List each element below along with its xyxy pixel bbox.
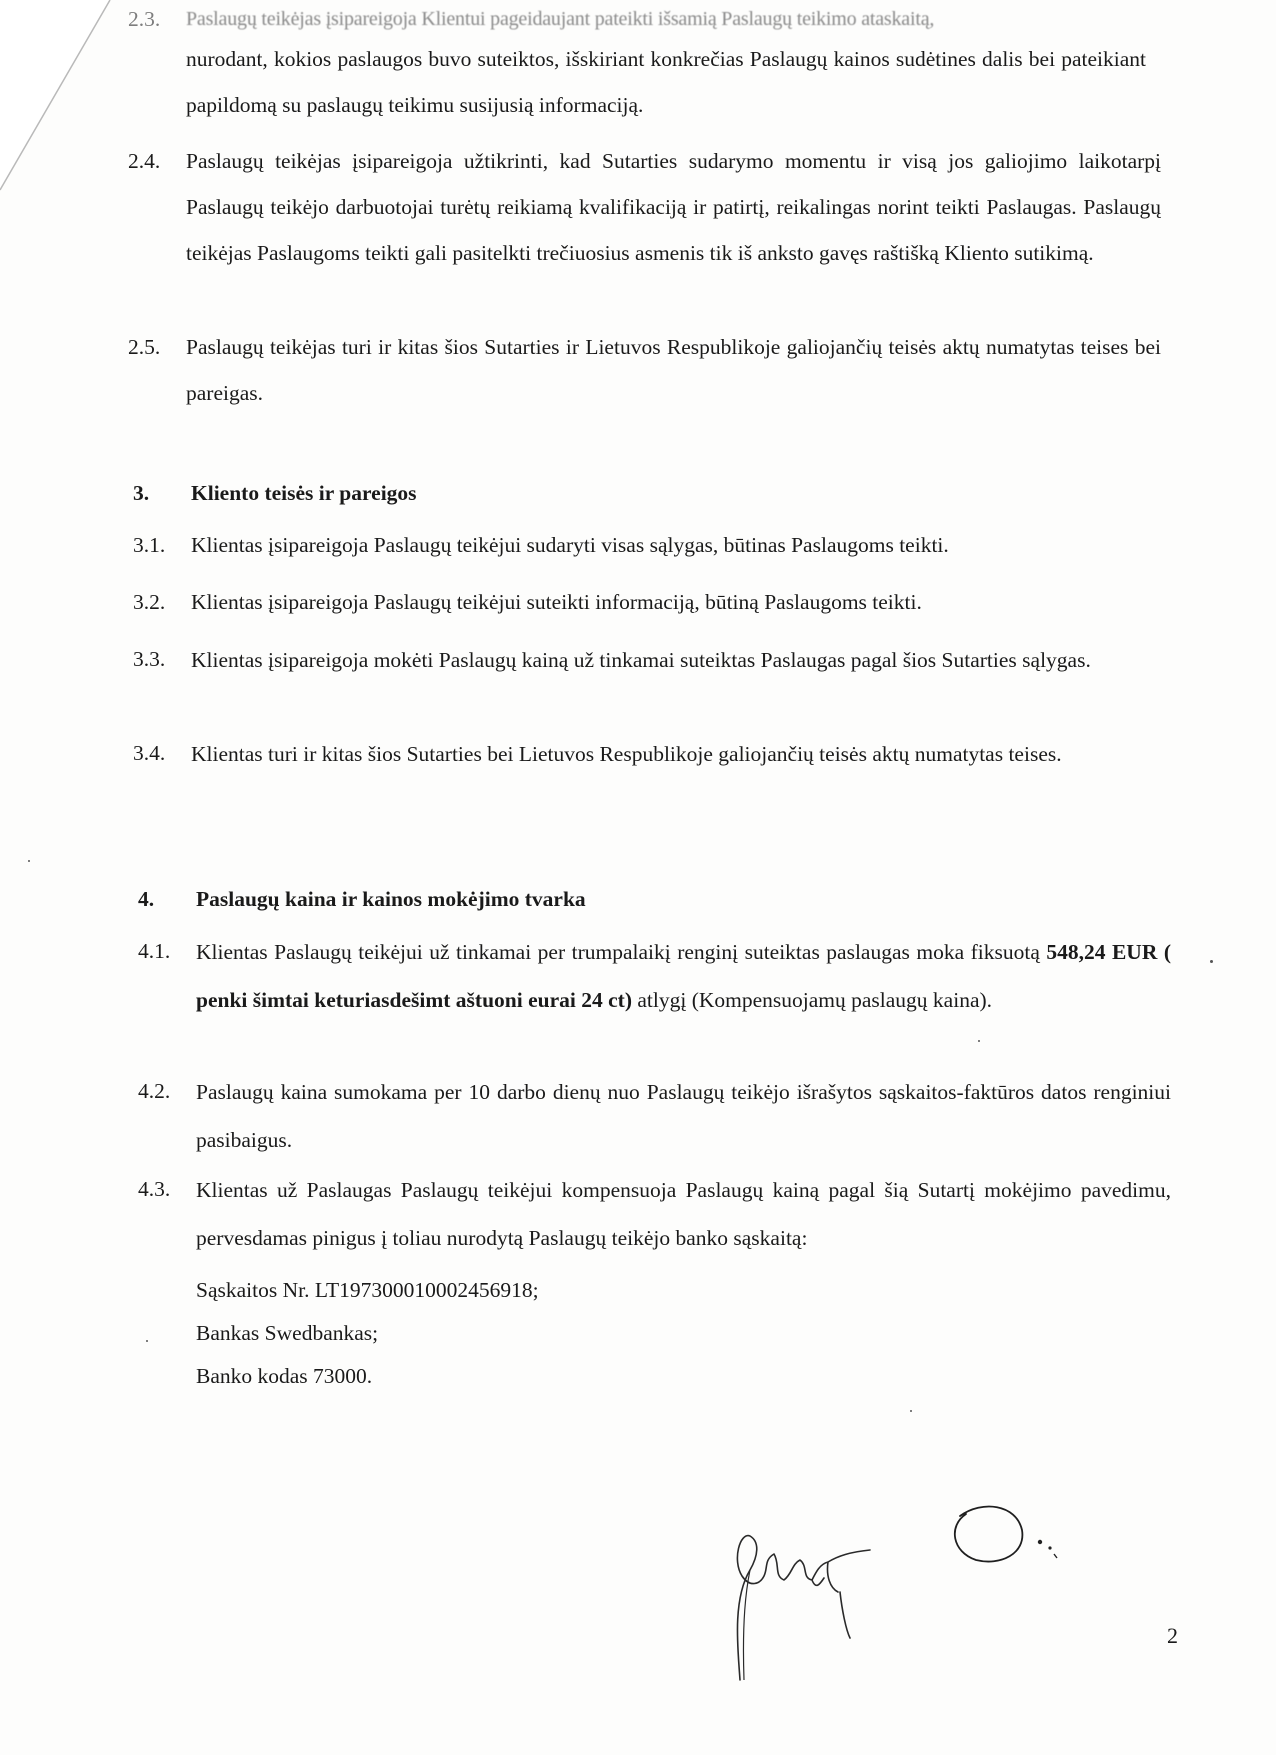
clause-3-1 [133, 522, 1173, 568]
clause-number: 3.2. [133, 590, 166, 614]
clause-text: Paslaugų teikėjas įsipareigoja užtikrinti, kad Sutarties sudarymo momentu ir visą jos galiojimo laikotarpį Paslaugų teikėjo darbuotojai turėtų reikiamą kvalifikaciją ir patirtį, reikalingas norint teikti Paslaugas. Paslaugų teikėjas Paslaugoms teikti gali pasitelkti trečiuosius asmenis tik iš anksto gavęs raštišką Kliento sutikimą. [186, 149, 1161, 265]
clause-text: Klientas turi ir kitas šios Sutarties bei Lietuvos Respublikoje galiojančių teisės aktų numatytas teises. [191, 742, 1062, 766]
clause-number: 3.1. [133, 533, 166, 557]
clause-text: nurodant, kokios paslaugos buvo suteiktos, išskiriant konkrečias Paslaugų kainos sudėtines dalis bei pateikiant papildomą su paslaugų teikimu susijusią informaciją. [186, 47, 1146, 117]
page-number: 2 [1167, 1623, 1178, 1648]
clause-number: 4.1. [138, 939, 171, 963]
clause-text: Klientas įsipareigoja mokėti Paslaugų kainą už tinkamai suteiktas Paslaugas pagal šios Sutarties sąlygas. [191, 648, 1091, 672]
clause-number: 4.2. [138, 1079, 171, 1103]
scan-speck [978, 1040, 980, 1042]
scan-speck [146, 1340, 148, 1342]
clause-4-3 [138, 1166, 1178, 1266]
scan-speck [910, 1410, 912, 1412]
clause-text-faded-line: Paslaugų teikėjas įsipareigoja Klientui pageidaujant pateikti išsamią Paslaugų teikimo ataskaitą, [186, 8, 935, 30]
clause-number: 2.5. [128, 335, 161, 359]
scan-speck [1210, 960, 1213, 963]
clause-text-after: atlygį (Kompensuojamų paslaugų kaina). [631, 988, 993, 1012]
clause-text-before: Klientas Paslaugų teikėjui už tinkamai per trumpalaikį renginį suteiktas paslaugas moka fiksuotą [196, 940, 1047, 964]
clause-2-4 [128, 138, 1168, 328]
bank-account-number: Sąskaitos Nr. LT197300010002456918; [196, 1278, 539, 1302]
clause-3-4 [133, 730, 1173, 830]
clause-text: Klientas už Paslaugas Paslaugų teikėjui kompensuoja Paslaugų kainą pagal šią Sutartį mokėjimo pavedimu, pervesdamas pinigus į toliau nurodytą Paslaugų teikėjo banko sąskaitą: [196, 1178, 1171, 1250]
price-amount: 548,24 EUR ( penki šimtai keturiasdešimt aštuoni eurai 24 ct) [196, 940, 1171, 1012]
section-heading-4 [138, 884, 938, 914]
clause-3-3 [133, 636, 1173, 736]
clause-4-1 [138, 928, 1178, 1078]
bank-name: Bankas Swedbankas; [196, 1321, 379, 1345]
section-number: 3. [133, 481, 150, 505]
clause-text: Paslaugų teikėjas turi ir kitas šios Sutarties ir Lietuvos Respublikoje galiojančių teisės aktų numatytas teises bei pareigas. [186, 335, 1161, 405]
folded-corner [0, 0, 120, 200]
clause-3-2 [133, 579, 1173, 625]
clause-number: 3.4. [133, 741, 166, 765]
clause-number: 4.3. [138, 1177, 171, 1201]
clause-text: Paslaugų kaina sumokama per 10 darbo dienų nuo Paslaugų teikėjo išrašytos sąskaitos-faktūros datos renginiui pasibaigus. [196, 1080, 1171, 1152]
section-heading-3 [133, 478, 933, 508]
bank-code: Banko kodas 73000. [196, 1364, 373, 1388]
clause-2-3-continued [128, 36, 1168, 136]
clause-number: 2.4. [128, 149, 161, 173]
clause-2-5 [128, 324, 1168, 424]
clause-text [196, 928, 1171, 1024]
section-title: Paslaugų kaina ir kainos mokėjimo tvarka [196, 887, 586, 911]
signature [720, 1480, 1140, 1690]
section-title: Kliento teisės ir pareigos [191, 481, 417, 505]
clause-text: Klientas įsipareigoja Paslaugų teikėjui suteikti informaciją, būtiną Paslaugoms teikti. [191, 590, 922, 614]
section-number: 4. [138, 887, 155, 911]
clause-4-2 [138, 1068, 1178, 1168]
scan-speck [28, 860, 30, 862]
clause-text: Klientas įsipareigoja Paslaugų teikėjui sudaryti visas sąlygas, būtinas Paslaugoms teikti. [191, 533, 949, 557]
clause-number: 2.3. [128, 7, 161, 31]
clause-number: 3.3. [133, 647, 166, 671]
